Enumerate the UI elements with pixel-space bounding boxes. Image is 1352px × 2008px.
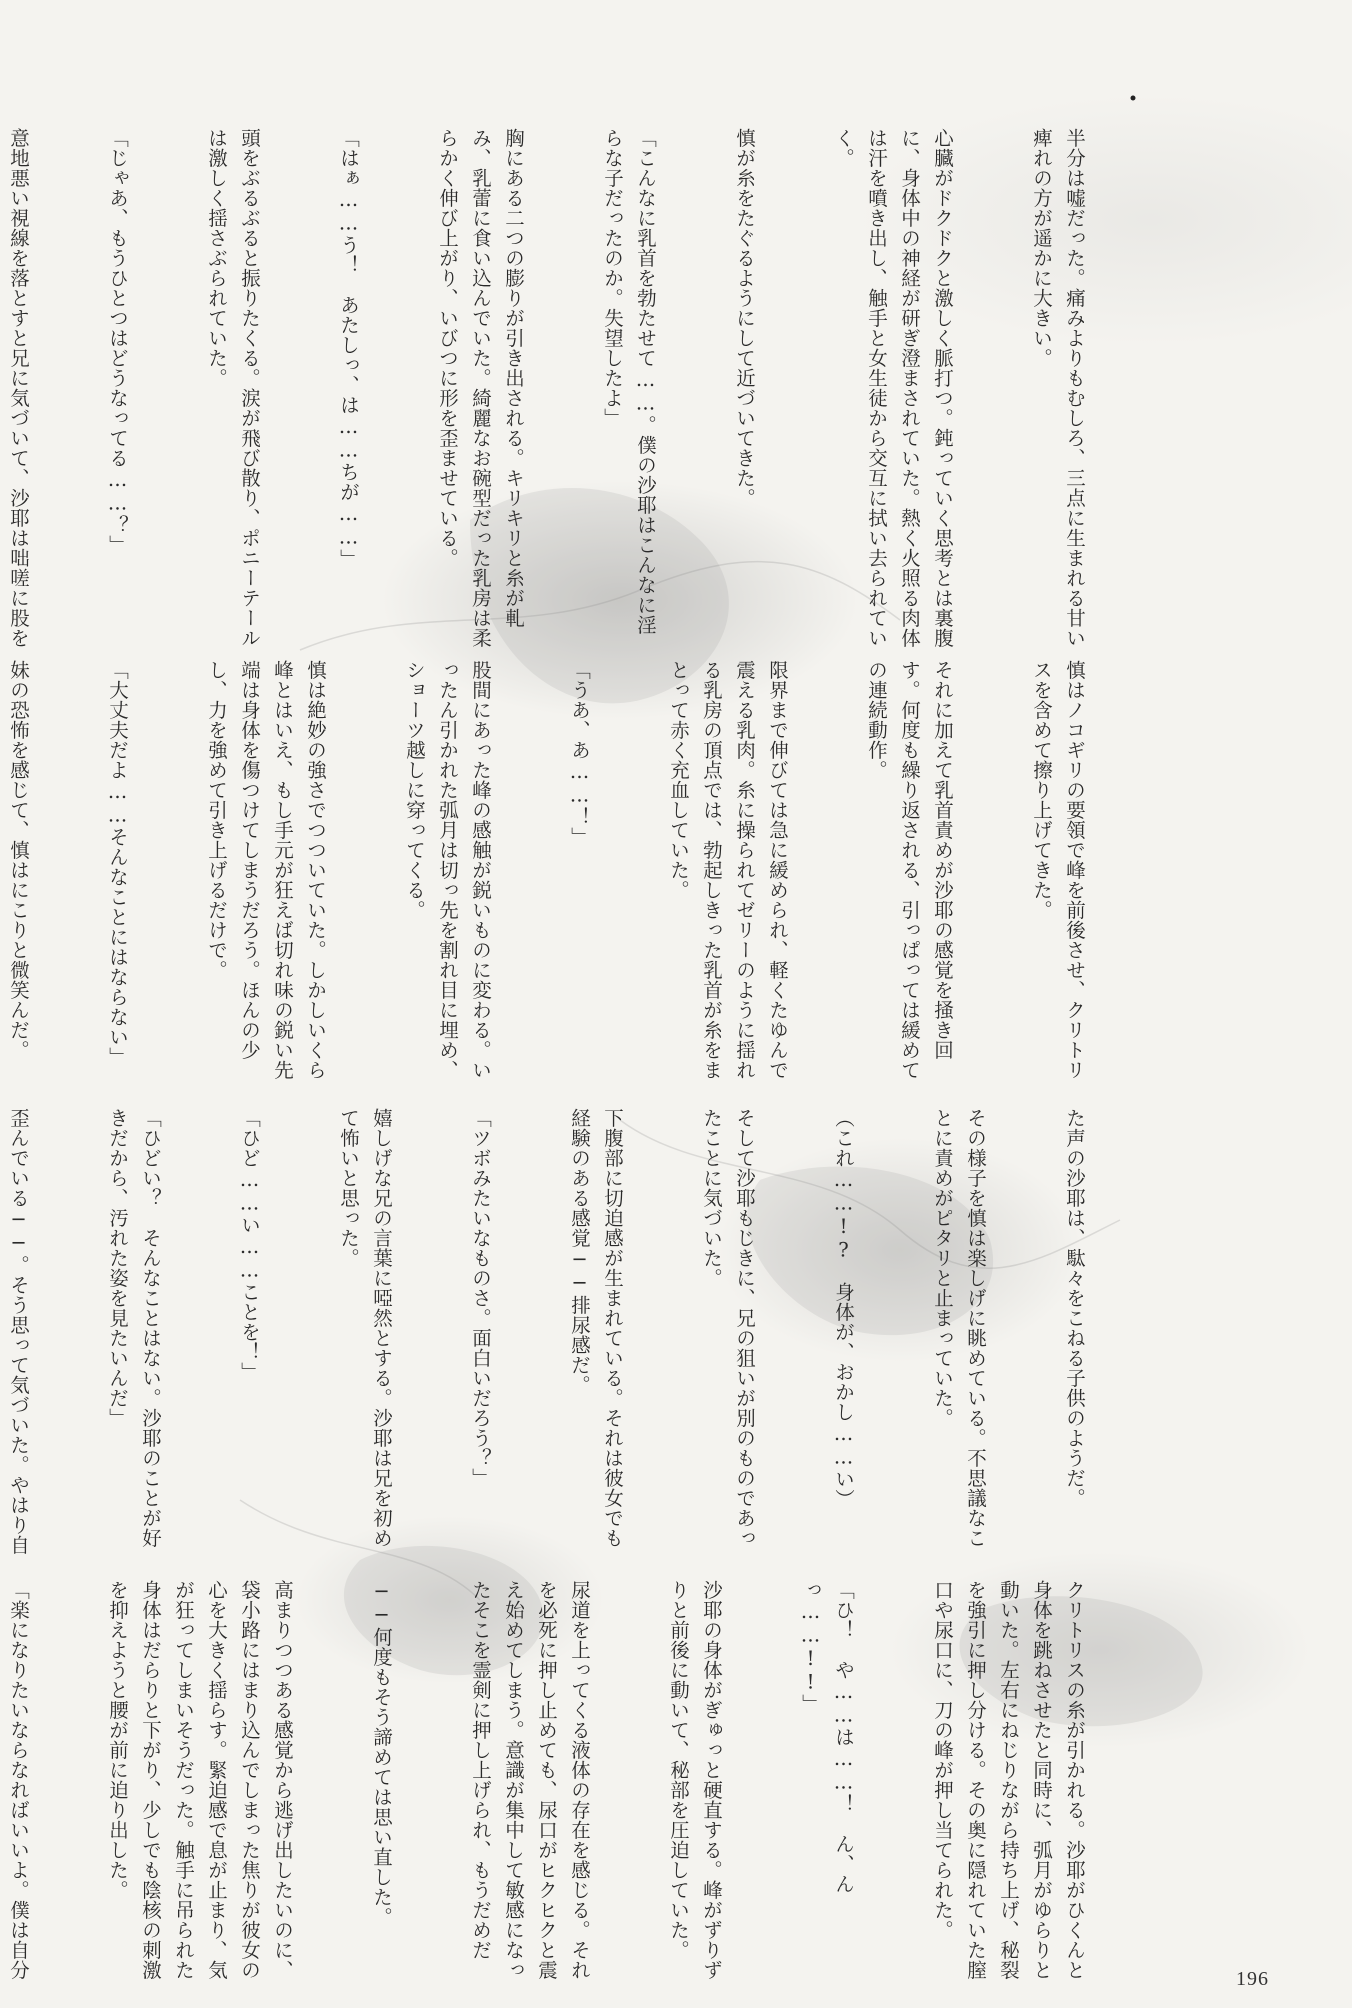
- paragraph: 妹の恐怖を感じて、慎はにこりと微笑んだ。: [7, 660, 30, 1060]
- paragraph: 「はぁ……う！ あたしっ、は……ちが……」: [337, 128, 360, 569]
- paragraph: 下腹部に切迫感が生まれている。それは彼女でも経験のある感覚──排尿感だ。: [568, 1108, 624, 1548]
- paragraph: その様子を慎は楽しげに眺めている。不思議なことに責めがピタリと止まっていた。: [931, 1108, 987, 1548]
- paragraph: 「うあ、あ……！」: [568, 660, 591, 847]
- paragraph: 「ひどい？ そんなことはない。沙耶のことが好きだから、汚れた姿を見たいんだ」: [106, 1108, 162, 1548]
- speck-dot: [1131, 96, 1136, 101]
- paragraph: 慎が糸をたぐるようにして近づいてきた。: [733, 128, 756, 508]
- paragraph: 胸にある二つの膨りが引き出される。キリキリと糸が軋み、乳蕾に食い込んでいた。綺麗なお碗型だった乳房は柔らかく伸び上がり、いびつに形を歪ませている。: [436, 128, 525, 648]
- text-block-2: [7, 660, 1157, 1092]
- paragraph: 限界まで伸びては急に緩められ、軽くたゆんで震える乳肉。糸に操られてゼリーのように揺れる乳房の頂点では、勃起しきった乳首が糸をまとって赤く充血していた。: [667, 660, 789, 1080]
- paragraph: 「大丈夫だよ……そんなことにはならない」: [106, 660, 129, 1067]
- paragraph: 半分は嘘だった。痛みよりもむしろ、三点に生まれる甘い痺れの方が遥かに大きい。: [1030, 128, 1086, 648]
- paragraph: 「楽になりたいならなればいいよ。僕は自分: [7, 1580, 30, 1980]
- paragraph: クリトリスの糸が引かれる。沙耶がひくんと身体を跳ねさせたと同時に、弧月がゆらりと動いた。左右にねじりながら持ち上げ、秘裂を強引に押し分ける。その奥に隠れていた膣口や尿口に、刀の峰が押し当てられた。: [931, 1580, 1086, 1980]
- paragraph: 慎はノコギリの要領で峰を前後させ、クリトリスを含めて擦り上げてきた。: [1030, 660, 1086, 1080]
- paragraph: ──何度もそう諦めては思い直した。: [370, 1580, 393, 1927]
- paragraph: 「ツボみたいなものさ。面白いだろう？」: [469, 1108, 492, 1488]
- paragraph: 頭をぶるぶると振りたくる。涙が飛び散り、ポニーテールは激しく揺さぶられていた。: [205, 128, 261, 648]
- text-block-4: [7, 1580, 1157, 1980]
- text-block-1: [7, 128, 1157, 648]
- paragraph: 「ひ！ や……は……！ ん、んっ……!!」: [799, 1580, 855, 1894]
- paragraph: た声の沙耶は、駄々をこねる子供のようだ。: [1063, 1108, 1086, 1508]
- paragraph: 歪んでいる──。そう思って気づいた。やはり自: [7, 1108, 30, 1555]
- paragraph: 嬉しげな兄の言葉に啞然とする。沙耶は兄を初めて怖いと思った。: [337, 1108, 393, 1548]
- paragraph: それに加えて乳首責めが沙耶の感覚を掻き回す。何度も繰り返される、引っぱっては緩めての連続動作。: [865, 660, 954, 1080]
- text-block-3: [7, 1108, 1157, 1560]
- paragraph: 「こんなに乳首を勃たせて……。僕の沙耶はこんなに淫らな子だったのか。失望したよ」: [601, 128, 657, 635]
- paragraph: 尿道を上ってくる液体の存在を感じる。それを必死に押し止めても、尿口がヒクヒクと震え始めてしまう。意識が集中して敏感になったそこを霊剣に押し上げられ、もうだめだ: [469, 1580, 591, 1980]
- paragraph: 「ひど……い……ことを！」: [238, 1108, 261, 1382]
- paragraph: 「じゃあ、もうひとつはどうなってる……？」: [106, 128, 129, 555]
- paragraph: 沙耶の身体がぎゅっと硬直する。峰がずりずりと前後に動いて、秘部を圧迫していた。: [667, 1580, 723, 1980]
- paragraph: 股間にあった峰の感触が鋭いものに変わる。いったん引かれた弧月は切っ先を割れ目に埋め、ショーツ越しに穿ってくる。: [403, 660, 492, 1080]
- paragraph: 心臓がドクドクと激しく脈打つ。鈍っていく思考とは裏腹に、身体中の神経が研ぎ澄まされていた。熱く火照る肉体は汗を噴き出し、触手と女生徒から交互に拭い去られていく。: [832, 128, 954, 648]
- paragraph: （これ……!? 身体が、おかし……い）: [832, 1108, 855, 1509]
- paragraph: 慎は絶妙の強さでつついていた。しかしいくら峰とはいえ、もし手元が狂えば切れ味の鋭い先端は身体を傷つけてしまうだろう。ほんの少し、力を強めて引き上げるだけで。: [205, 660, 327, 1080]
- paragraph: 高まりつつある感覚から逃げ出したいのに、袋小路にはまり込んでしまった焦りが彼女の心を大きく揺らす。緊迫感で息が止まり、気が狂ってしまいそうだった。触手に吊られた身体はだらりと下がり、少しでも陰核の刺激を抑えようと腰が前に迫り出した。: [106, 1580, 294, 1980]
- page-number: 196: [1236, 1968, 1269, 1990]
- paragraph: 意地悪い視線を落とすと兄に気づいて、沙耶は咄嗟に股を: [7, 128, 30, 648]
- paragraph: そして沙耶もじきに、兄の狙いが別のものであったことに気づいた。: [700, 1108, 756, 1548]
